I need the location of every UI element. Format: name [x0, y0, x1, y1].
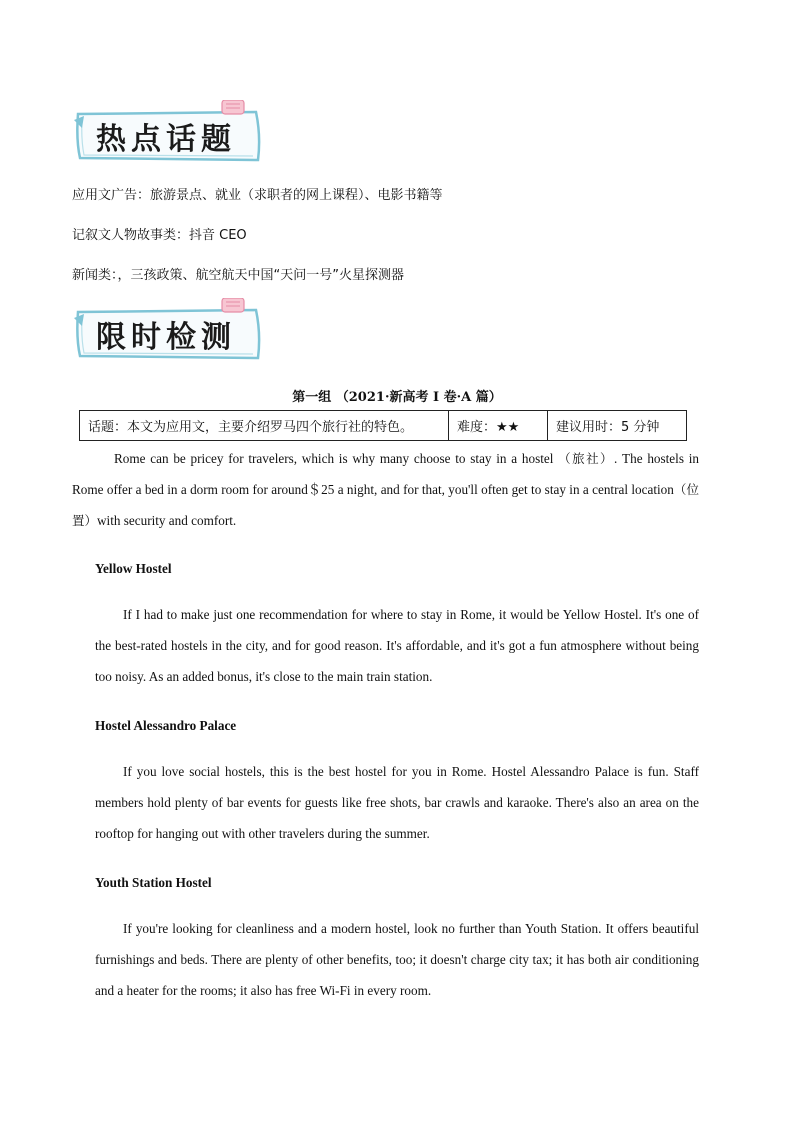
intro-text-2: . The hostels in Rome offer a bed in a dorm room for around＄25 a night, and for that, you'll often get to stay in a central location	[72, 451, 699, 497]
paperclip-icon	[222, 298, 244, 312]
time-cell: 建议用时：5 分钟	[548, 411, 687, 441]
group-label: 第一组 （2021·新高考 I 卷·A 篇）	[292, 390, 502, 405]
intro-text-1: Rome can be pricey for travelers, which is why many choose to stay in a hostel	[114, 451, 559, 466]
difficulty-stars: ★★	[496, 420, 520, 435]
hot-topics-title: 热点话题	[96, 122, 236, 157]
topic-line-1: 应用文广告：旅游景点、就业（求职者的网上课程）、电影书籍等	[72, 188, 443, 203]
difficulty-label: 难度：	[457, 420, 497, 435]
topic-cell: 话题：本文为应用文，主要介绍罗马四个旅行社的特色。	[80, 411, 449, 441]
section-heading: Yellow Hostel	[95, 561, 172, 576]
hot-topics-banner	[72, 100, 264, 164]
intro-note-1: （旅社）	[558, 451, 614, 466]
paperclip-icon	[222, 100, 244, 114]
timed-test-title: 限时检测	[96, 320, 236, 355]
intro-paragraph	[72, 443, 699, 536]
section-heading: Youth Station Hostel	[95, 875, 212, 890]
section-heading: Hostel Alessandro Palace	[95, 718, 237, 733]
info-table	[79, 410, 687, 441]
topic-line-2: 记叙文人物故事类：抖音 CEO	[72, 228, 247, 243]
difficulty-cell	[449, 411, 548, 441]
intro-text-3: with security and comfort.	[97, 513, 237, 528]
section-body: If you're looking for cleanliness and a modern hostel, look no further than Youth Station. It offers beautiful furnishings and beds. There are plenty of other benefits, too; it doesn't charge city tax; it has both air conditioning and a heater for the rooms; it also has free Wi-Fi in every room.	[95, 921, 699, 998]
intro-note-2: （位置）	[72, 482, 699, 528]
section-body: If you love social hostels, this is the best hostel for you in Rome. Hostel Alessandro Palace is fun. Staff members hold plenty of bar events for guests like free shots, bar crawls and karaoke. There's also an area on the rooftop for hanging out with other travelers during the summer.	[95, 764, 699, 841]
timed-test-banner	[72, 298, 264, 362]
topic-line-3: 新闻类：，三孩政策、航空航天中国“天问一号”火星探测器	[72, 268, 404, 283]
section-body: If I had to make just one recommendation for where to stay in Rome, it would be Yellow Hostel. It's one of the best-rated hostels in the city, and for good reason. It's affordable, and it's got a fun atmosphere without being too noisy. As an added bonus, it's close to the main train station.	[95, 607, 699, 684]
